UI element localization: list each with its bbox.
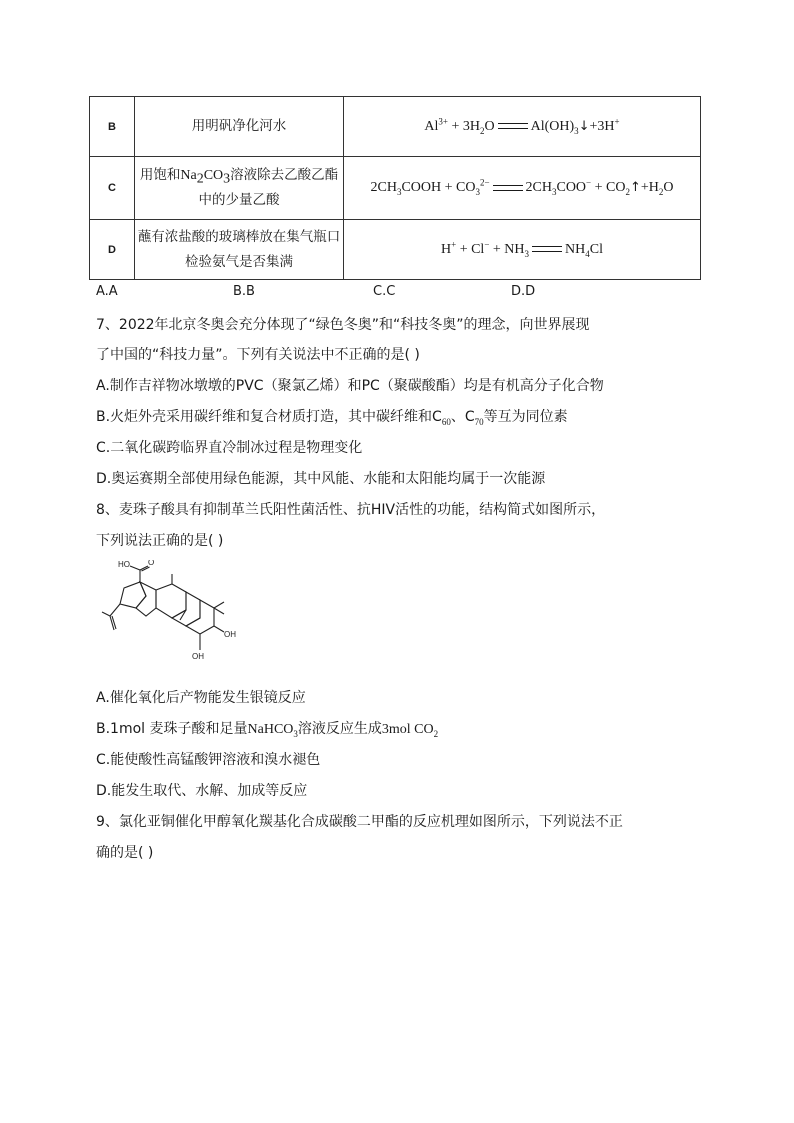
structure-label-ho: HO — [118, 560, 130, 569]
table-row — [90, 157, 701, 220]
q8-option-b[interactable]: B.1mol 麦珠子酸和足量NaHCO$_3$溶液反应生成3mol $CO_2$ — [96, 721, 439, 739]
row-equation: $H^+ + Cl^- + NH_3$ $NH_4Cl$ — [344, 220, 701, 280]
table-row — [90, 220, 701, 280]
q7-stem-cont: 了中国的“科技力量”。下列有关说法中不正确的是( ) — [96, 347, 420, 363]
structure-label-oh: OH — [224, 630, 236, 639]
options-table — [89, 96, 701, 280]
row-description: 用明矾净化河水 — [135, 97, 344, 157]
q7-option-a[interactable]: A.制作吉祥物冰墩墩的PVC（聚氯乙烯）和PC（聚碳酸酯）均是有机高分子化合物 — [96, 378, 604, 394]
equals-sign — [498, 123, 528, 129]
structure-label-oh: OH — [192, 652, 204, 661]
q7-option-c[interactable]: C.二氧化碳跨临界直冷制冰过程是物理变化 — [96, 440, 363, 456]
choice-d[interactable]: D.D — [511, 284, 536, 299]
precipitate-arrow: ↓ — [578, 118, 590, 134]
q9-stem-cont: 确的是( ) — [96, 845, 154, 861]
row-equation: $2CH_3COOH + CO_3^{2-}$ $2CH_3COO^-$ + $CO_2↑+H_2O$ — [344, 157, 701, 220]
choice-b[interactable]: B.B — [233, 284, 255, 299]
equals-sign — [532, 246, 562, 252]
row-label: B — [90, 97, 135, 157]
gas-arrow: ↑ — [629, 180, 641, 195]
table-row — [90, 97, 701, 157]
structure-label-o: O — [148, 560, 155, 567]
q8-option-a[interactable]: A.催化氧化后产物能发生银镜反应 — [96, 690, 306, 706]
q7-stem: 7、2022年北京冬奥会充分体现了“绿色冬奥”和“科技冬奥”的理念，向世界展现 — [96, 317, 590, 333]
q8-option-c[interactable]: C.能使酸性高锰酸钾溶液和溴水褪色 — [96, 752, 321, 768]
row-label: C — [90, 157, 135, 220]
q8-stem-cont: 下列说法正确的是( ) — [96, 533, 224, 549]
row-description: 蘸有浓盐酸的玻璃棒放在集气瓶口检验氨气是否集满 — [135, 220, 344, 280]
row-label: D — [90, 220, 135, 280]
equals-sign — [493, 185, 523, 191]
q7-option-b[interactable]: B.火炬外壳采用碳纤维和复合材质打造，其中碳纤维和$C_{60}$、$C_{70}$等互为同位素 — [96, 409, 568, 427]
q9-stem: 9、氯化亚铜催化甲醇氧化羰基化合成碳酸二甲酯的反应机理如图所示，下列说法不正 — [96, 814, 623, 830]
choice-a[interactable]: A.A — [96, 284, 118, 299]
q7-option-d[interactable]: D.奥运赛期全部使用绿色能源，其中风能、水能和太阳能均属于一次能源 — [96, 471, 546, 487]
choice-c[interactable]: C.C — [373, 284, 396, 299]
row-description: 用饱和$Na_2CO_3$溶液除去乙酸乙酯中的少量乙酸 — [135, 157, 344, 220]
row-equation: $Al^{3+} + 3H_2O$ $Al(OH)_3↓+3H^+$ — [344, 97, 701, 157]
q8-stem: 8、麦珠子酸具有抑制革兰氏阳性菌活性、抗HIV活性的功能，结构简式如图所示， — [96, 502, 606, 518]
molecular-structure-image — [100, 560, 240, 680]
q6-choices — [96, 284, 696, 302]
q8-option-d[interactable]: D.能发生取代、水解、加成等反应 — [96, 783, 308, 799]
